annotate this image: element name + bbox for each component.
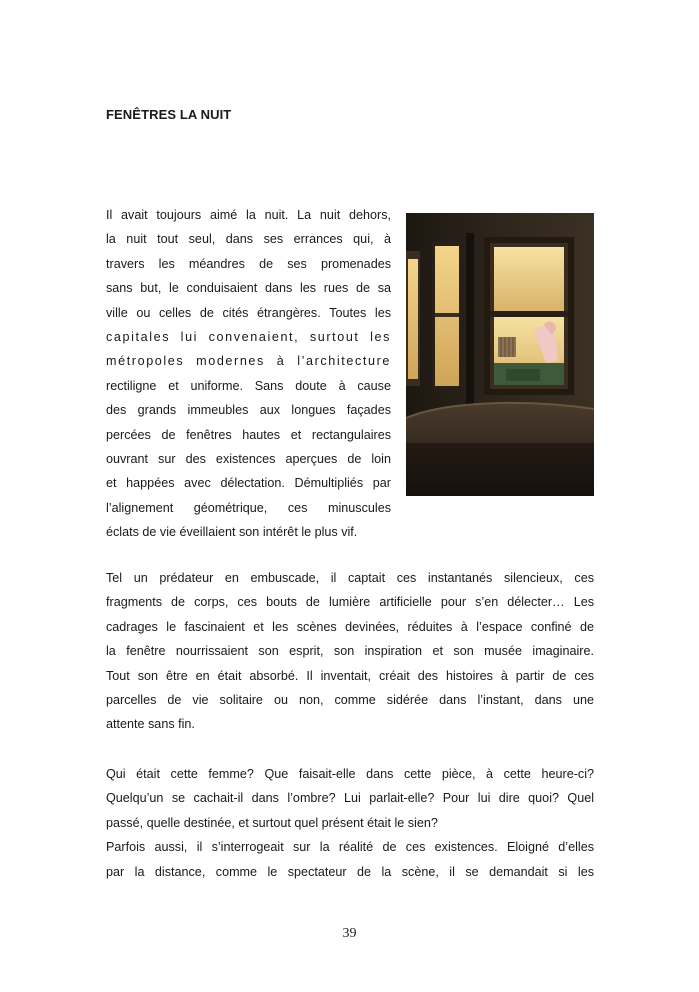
paragraph-2 [106, 566, 594, 737]
paragraph-3 [106, 762, 594, 884]
page-number: 39 [342, 926, 357, 941]
text-line: l’alignement géométrique, ces minuscules [106, 500, 391, 515]
text-line: Parfois aussi, il s’interrogeait sur la réalité de ces existences. Eloigné d’elles [106, 840, 594, 855]
text-line: fragments de corps, ces bouts de lumière artificielle pour s’en délecter… Les [106, 595, 594, 610]
text-line: sans but, le conduisaient dans les rues de sa [106, 281, 391, 296]
text-line: la fenêtre nourrissaient son esprit, son inspiration et son musée imaginaire. [106, 644, 594, 659]
text-line: capitales lui convenaient, surtout les [106, 329, 391, 344]
text-line: Tout son être en était absorbé. Il inventait, créait des histoires à partir de ces [106, 668, 594, 683]
paragraph-1 [106, 203, 391, 544]
text-line: ouvrant sur des existences aperçues de loin [106, 451, 391, 466]
text-line: Tel un prédateur en embuscade, il captait ces instantanés silencieux, ces [106, 571, 594, 585]
text-line: Il avait toujours aimé la nuit. La nuit dehors, [106, 208, 391, 222]
text-line: des grands immeubles aux longues façades [106, 403, 391, 418]
text-line: attente sans fin. [106, 717, 195, 732]
text-line: éclats de vie éveillaient son intérêt le plus vif. [106, 525, 358, 540]
text-line: et happées avec délectation. Démultipliés par [106, 476, 391, 491]
text-line: Quelqu’un se cachait-il dans l’ombre? Lui parlait-elle? Pour lui dire quoi? Quel [106, 791, 594, 806]
text-line: passé, quelle destinée, et surtout quel présent était le sien? [106, 815, 438, 830]
text-line: cadrages le fascinaient et les scènes devinées, réduites à l’espace confiné de [106, 619, 594, 634]
text-line: rectiligne et uniforme. Sans doute à cause [106, 378, 391, 393]
text-line: travers les méandres de ses promenades [106, 256, 391, 271]
text-line: ville ou celles de cités étrangères. Toutes les [106, 305, 391, 320]
text-line: parcelles de vie solitaire ou non, comme sidérée dans l’instant, dans une [106, 692, 594, 707]
painting-night-windows [406, 213, 594, 496]
text-line: Qui était cette femme? Que faisait-elle dans cette pièce, à cette heure-ci? [106, 767, 594, 781]
chapter-title: FENÊTRES LA NUIT [106, 107, 232, 122]
text-line: la nuit tout seul, dans ses errances qui, à [106, 232, 391, 247]
text-line: métropoles modernes à l’architecture [106, 354, 391, 369]
text-line: percées de fenêtres hautes et rectangulaires [106, 427, 391, 442]
text-line: par la distance, comme le spectateur de la scène, il se demandait si les [106, 864, 594, 879]
